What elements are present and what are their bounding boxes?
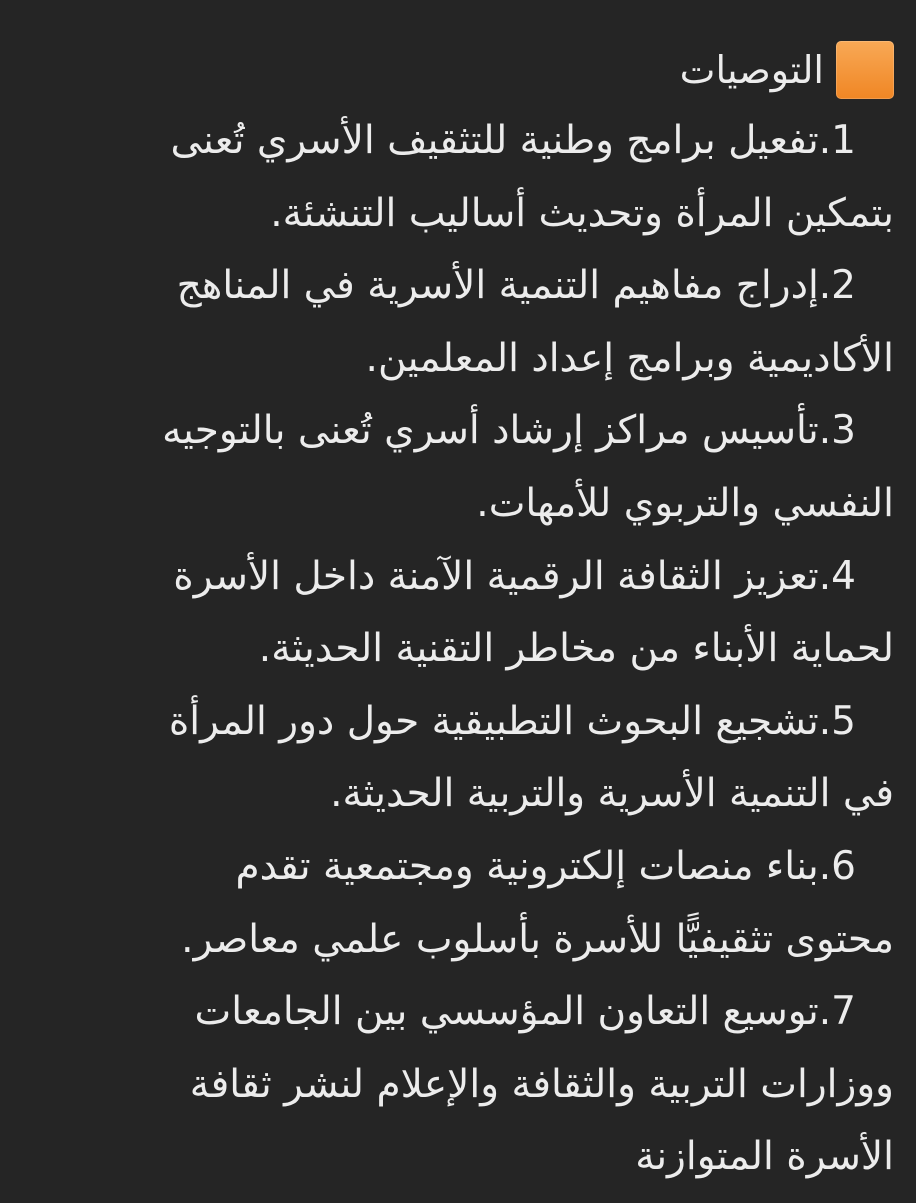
recommendation-item-4: [18, 541, 894, 686]
recommendation-item-6: [18, 831, 894, 976]
recommendation-7-line-1: 7.توسيع التعاون المؤسسي بين الجامعات: [194, 989, 856, 1035]
recommendation-3-line-1: 3.تأسيس مراكز إرشاد أسري تُعنى بالتوجيه: [162, 408, 856, 454]
recommendation-7-line-3: الأسرة المتوازنة: [635, 1134, 894, 1180]
recommendation-7-line-2: ووزارات التربية والثقافة والإعلام لنشر ثقافة: [189, 1061, 894, 1107]
recommendation-4-line-1: 4.تعزيز الثقافة الرقمية الآمنة داخل الأسرة: [173, 553, 856, 599]
recommendations-title: التوصيات: [679, 48, 824, 92]
orange-square-icon: [836, 41, 894, 99]
recommendation-item-5: [18, 686, 894, 831]
recommendation-4-line-2: لحماية الأبناء من مخاطر التقنية الحديثة.: [258, 626, 894, 672]
recommendation-5-line-1: 5.تشجيع البحوث التطبيقية حول دور المرأة: [168, 698, 856, 744]
recommendation-item-7: [18, 976, 894, 1194]
recommendation-2-line-2: الأكاديمية وبرامج إعداد المعلمين.: [365, 335, 894, 381]
recommendation-3-line-2: النفسي والتربوي للأمهات.: [476, 480, 894, 526]
recommendation-item-1: [18, 105, 894, 250]
recommendation-6-line-2: محتوى تثقيفيًّا للأسرة بأسلوب علمي معاصر.: [181, 916, 894, 962]
recommendation-item-3: [18, 395, 894, 540]
recommendation-5-line-2: في التنمية الأسرية والتربية الحديثة.: [330, 771, 894, 817]
recommendation-1-line-1: 1.تفعيل برامج وطنية للتثقيف الأسري تُعنى: [170, 118, 856, 163]
recommendations-list: [18, 105, 894, 1194]
recommendation-6-line-1: 6.بناء منصات إلكترونية ومجتمعية تقدم: [235, 843, 856, 889]
recommendation-item-2: [18, 250, 894, 395]
recommendation-2-line-1: 2.إدراج مفاهيم التنمية الأسرية في المناهج: [176, 263, 856, 309]
recommendations-heading: [18, 35, 894, 105]
recommendation-1-line-2: بتمكين المرأة وتحديث أساليب التنشئة.: [270, 190, 894, 236]
